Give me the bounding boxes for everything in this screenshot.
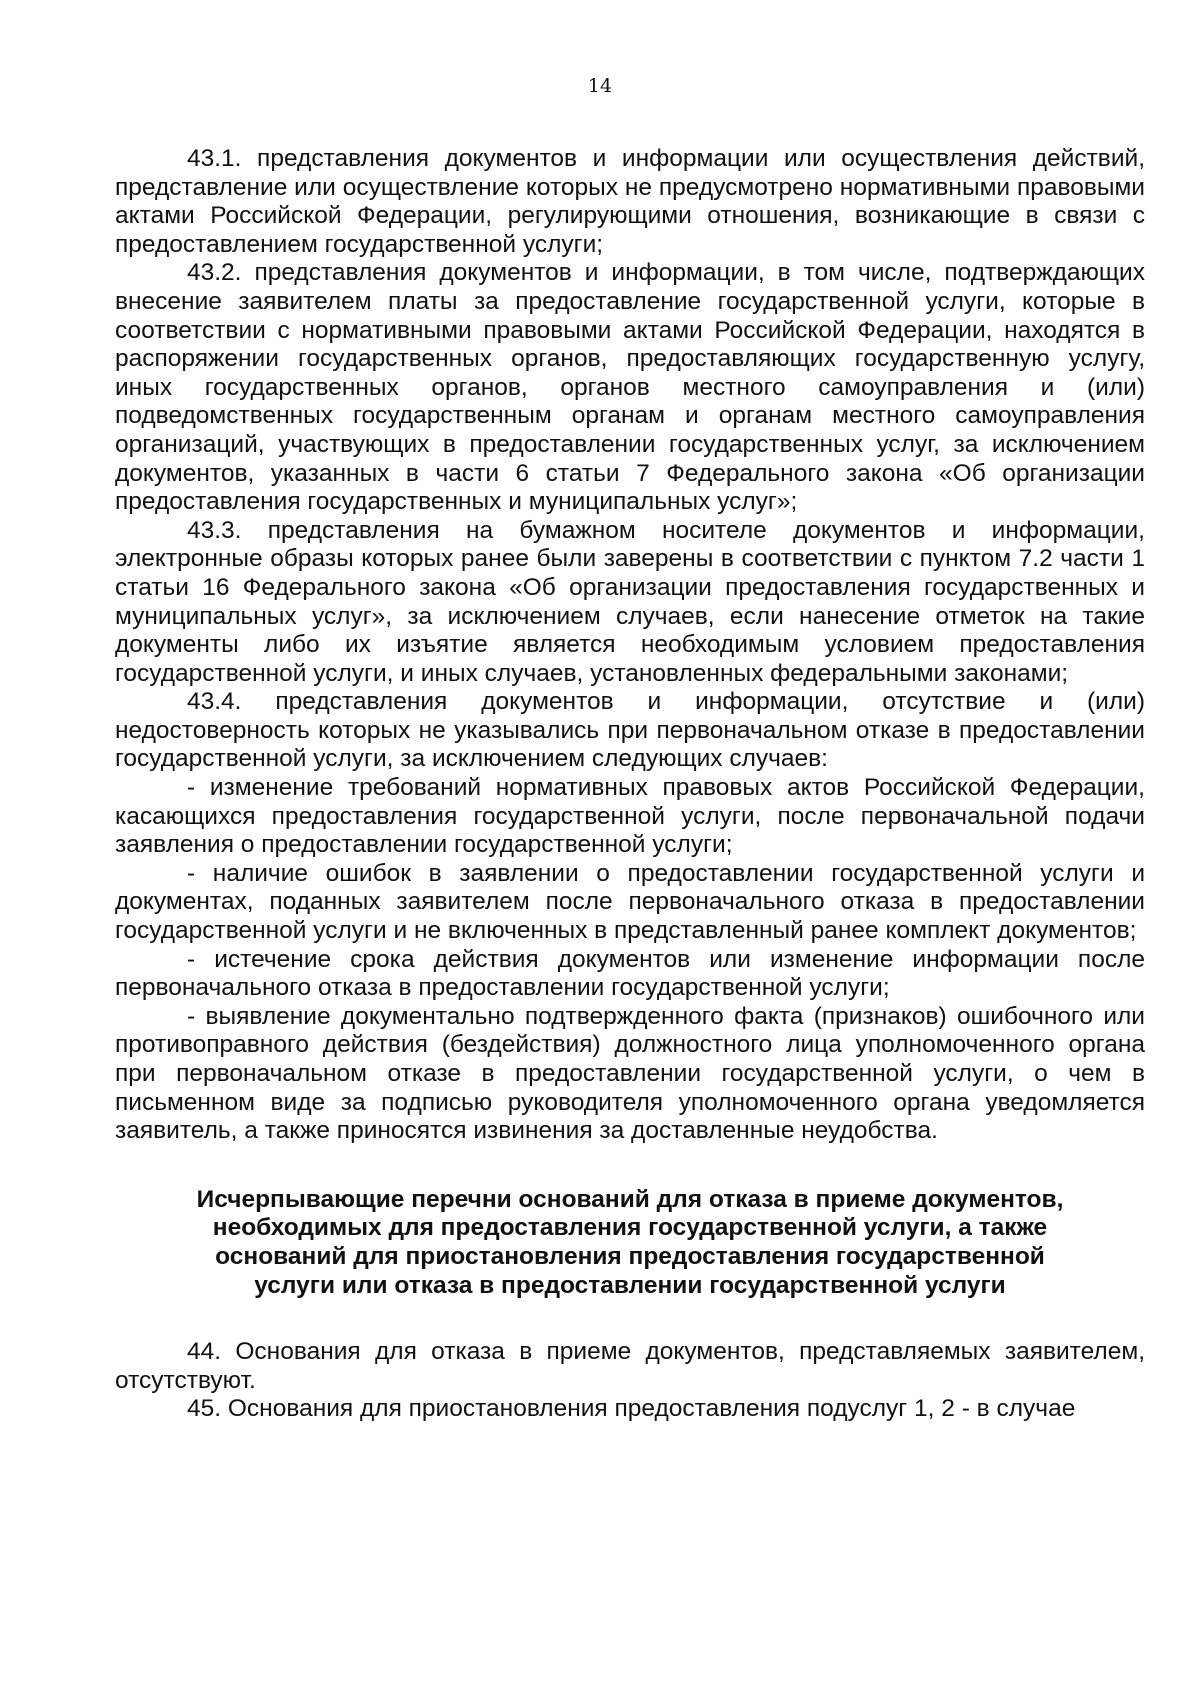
paragraph-43-1: 43.1. представления документов и информации или осуществления действий, представление или осуществление которых не предусмотрено нормативными правовыми актами Российской Федерации, регулирующими отношения, возникающие в связи с предоставлением государственной услуги; <box>115 145 1145 258</box>
paragraph-43-4: 43.4. представления документов и информации, отсутствие и (или) недостоверность которых не указывались при первоначальном отказе в предоставлении государственной услуги, за исключением следующих случаев: <box>115 688 1145 773</box>
paragraph-43-2: 43.2. представления документов и информации, в том числе, подтверждающих внесение заявителем платы за предоставление государственной услуги, которые в соответствии с нормативными правовыми актами Российской Федерации, находятся в распоряжении государственных органов, предоставляющих государственную услугу, иных государственных органов, органов местного самоуправления и (или) подведомственных государственным органам и органам местного самоуправления организаций, участвующих в предоставлении государственных услуг, за исключением документов, указанных в части 6 статьи 7 Федерального закона «Об организации предоставления государственных и муниципальных услуг»; <box>115 259 1145 516</box>
list-item-official-misconduct: - выявление документально подтвержденного факта (признаков) ошибочного или противоправного действия (бездействия) должностного лица уполномоченного органа при первоначальном отказе в предоставлении государственной услуги, о чем в письменном виде за подписью руководителя уполномоченного органа уведомляется заявитель, а также приносятся извинения за доставленные неудобства. <box>115 1002 1145 1145</box>
list-item-document-expiry: - истечение срока действия документов или изменение информации после первоначального отказа в предоставлении государственной услуги; <box>115 945 1145 1002</box>
paragraph-43-3: 43.3. представления на бумажном носителе документов и информации, электронные образы которых ранее были заверены в соответствии с пунктом 7.2 части 1 статьи 16 Федерального закона «Об организации предоставления государственных и муниципальных услуг», за исключением случаев, если нанесение отметок на такие документы либо их изъятие является необходимым условием предоставления государственной услуги, и иных случаев, установленных федеральными законами; <box>115 516 1145 687</box>
list-item-application-errors: - наличие ошибок в заявлении о предоставлении государственной услуги и документах, поданных заявителем после первоначального отказа в предоставлении государственной услуги и не включенных в представленный ранее комплект документов; <box>115 859 1145 945</box>
paragraph-45: 45. Основания для приостановления предоставления подуслуг 1, 2 - в случае <box>187 1395 1076 1423</box>
page-number: 14 <box>587 75 613 97</box>
list-item-requirements-change: - изменение требований нормативных правовых актов Российской Федерации, касающихся предоставления государственной услуги, после первоначальной подачи заявления о предоставлении государственной услуги; <box>115 774 1145 859</box>
paragraph-44: 44. Основания для отказа в приеме документов, представляемых заявителем, отсутствуют. <box>115 1338 1145 1394</box>
document-body <box>115 145 1145 1424</box>
section-heading: Исчерпывающие перечни оснований для отказа в приеме документов, необходимых для предоставления государственной услуги, а также оснований для приостановления предоставления государственной услуги или отказа в предоставлении государственной услуги <box>196 1185 1064 1299</box>
